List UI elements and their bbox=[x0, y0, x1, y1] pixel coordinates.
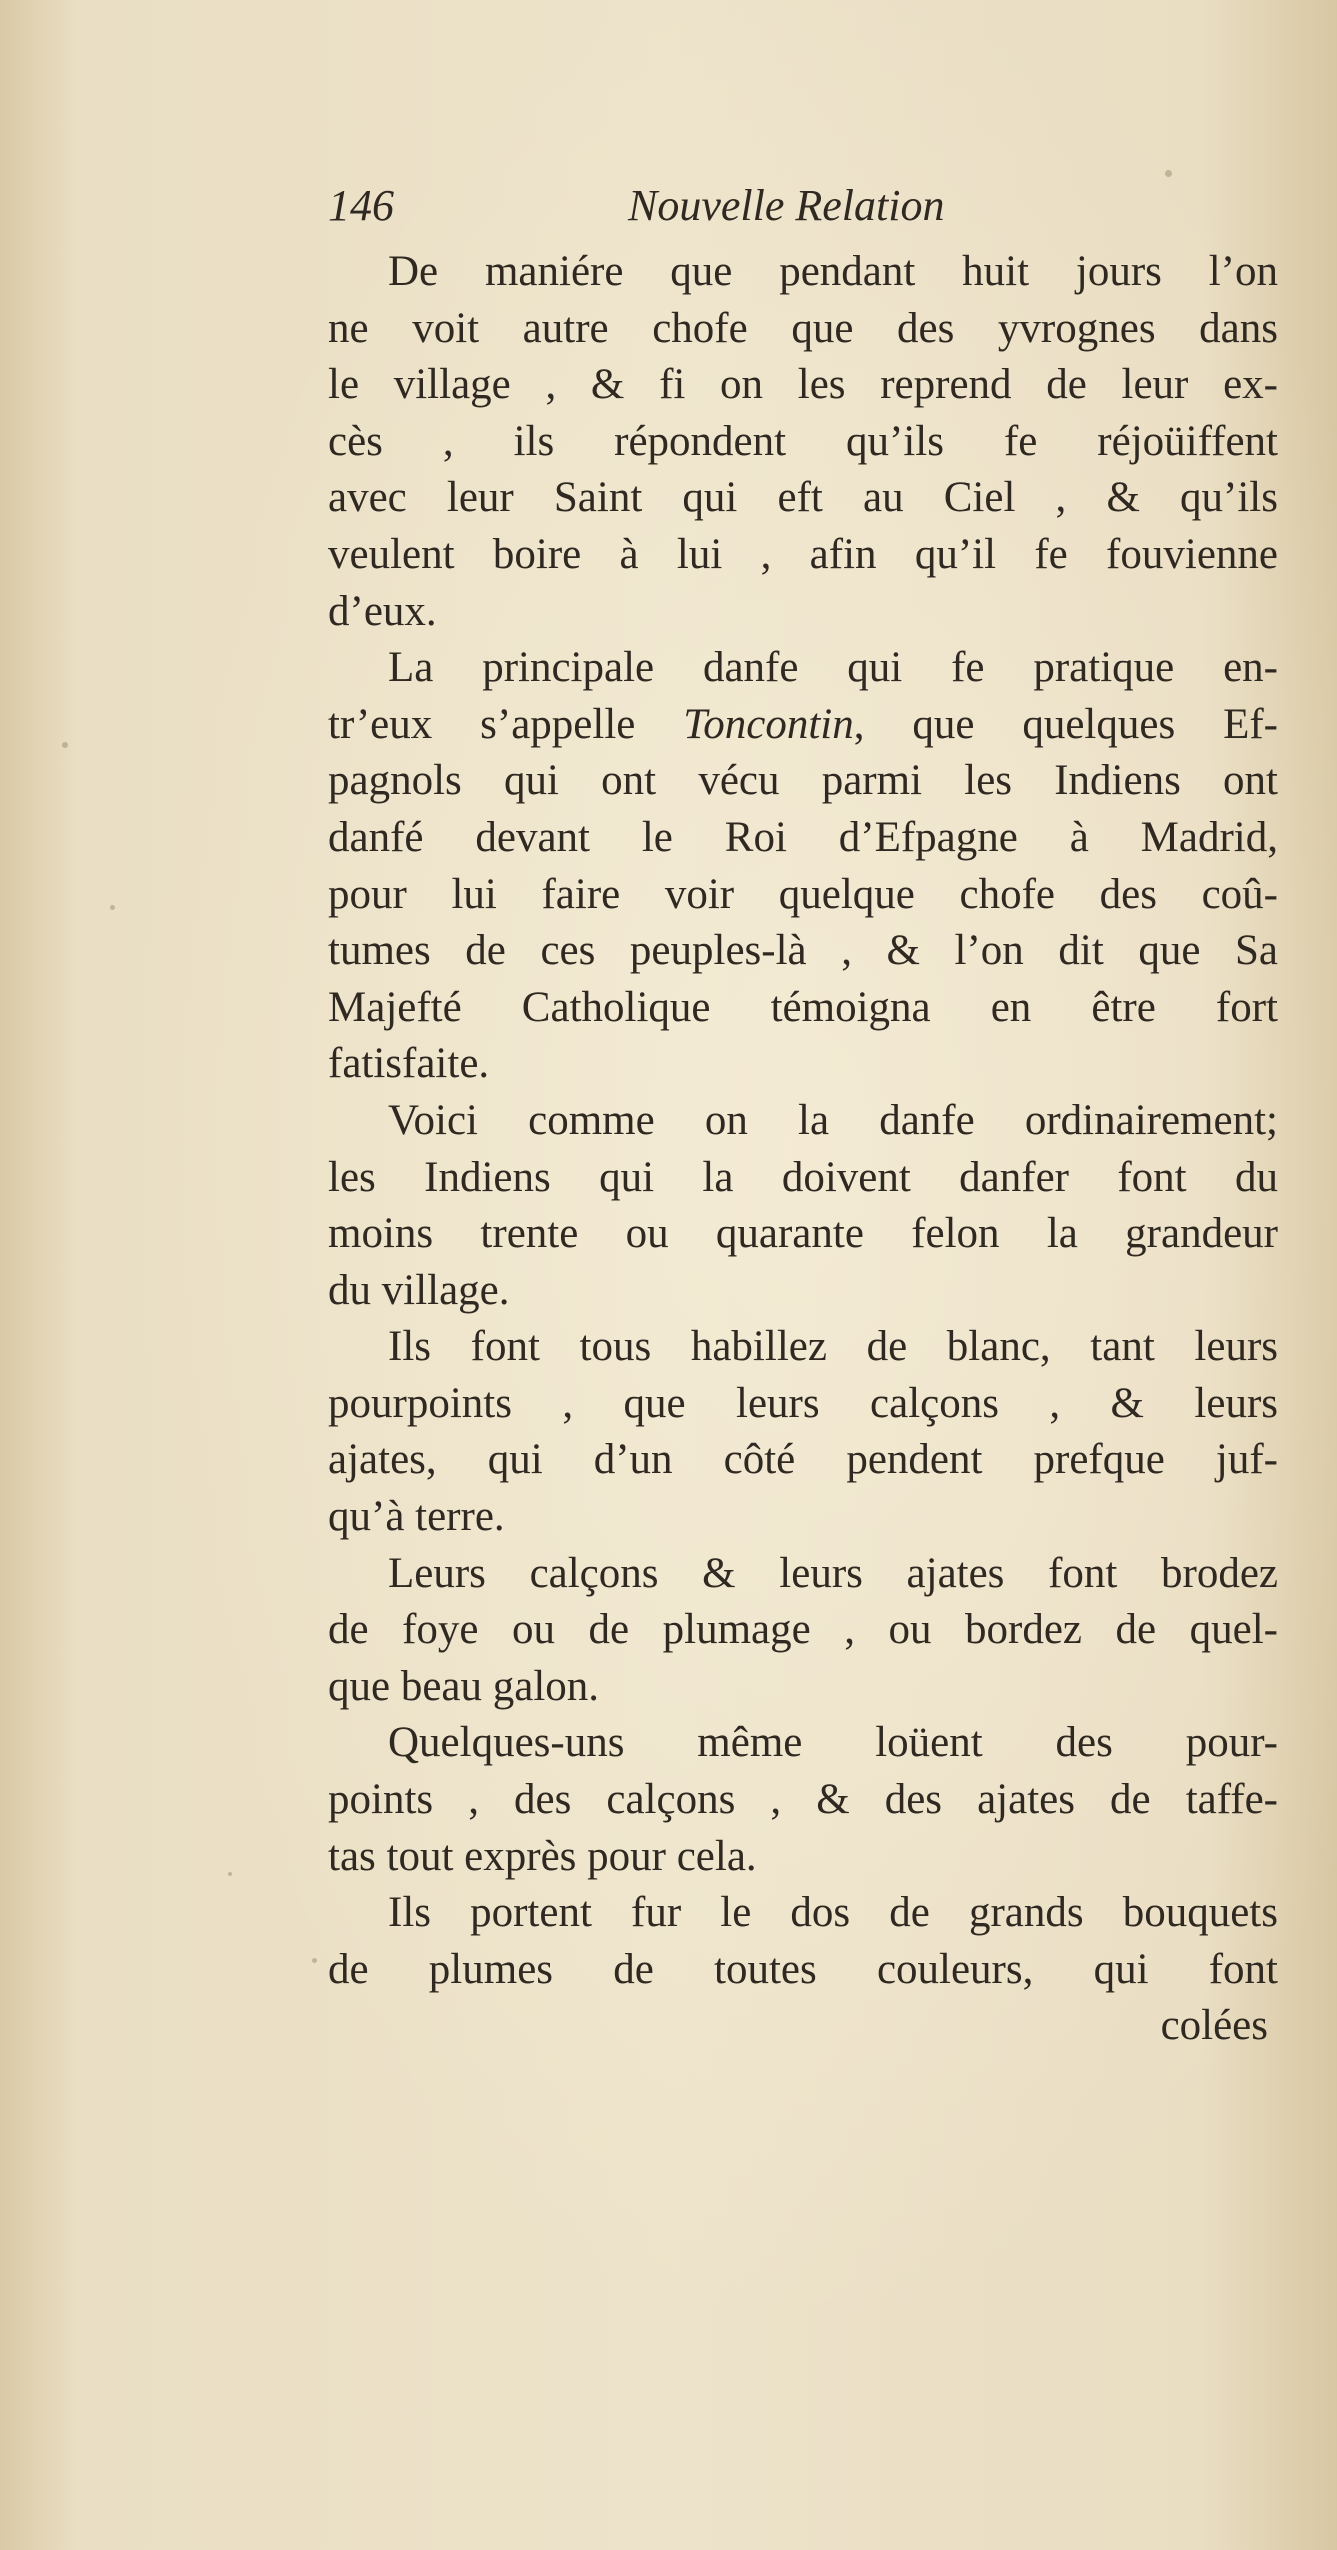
text-line: pagnols qui ont vécu parmi les Indiens ont bbox=[328, 757, 1278, 805]
text-line: veulent boire à lui , afin qu’il fe fouvienne bbox=[328, 530, 1278, 578]
text-line: de plumes de toutes couleurs, qui font bbox=[328, 1945, 1278, 1993]
text-line: les Indiens qui la doivent danfer font du bbox=[328, 1153, 1278, 1201]
text-line: ne voit autre chofe que des yvrognes dans bbox=[328, 304, 1278, 352]
text-line: Leurs calçons & leurs ajates font brodez bbox=[388, 1549, 1278, 1597]
text-line: moins trente ou quarante felon la grandeur bbox=[328, 1210, 1278, 1258]
text-line: ajates, qui d’un côté pendent prefque juf- bbox=[328, 1436, 1278, 1484]
text-line: tumes de ces peuples-là , & l’on dit que Sa bbox=[328, 927, 1278, 975]
paper-speck bbox=[1165, 170, 1172, 177]
paper-speck bbox=[312, 1958, 317, 1963]
text-line: du village. bbox=[328, 1266, 510, 1314]
dance-name: Toncontin bbox=[683, 700, 854, 748]
text-line: De maniére que pendant huit jours l’on bbox=[388, 248, 1278, 295]
text-line: avec leur Saint qui eft au Ciel , & qu’ils bbox=[328, 474, 1278, 522]
text-line: pourpoints , que leurs calçons , & leurs bbox=[328, 1379, 1278, 1427]
text-line: de foye ou de plumage , ou bordez de quel- bbox=[328, 1606, 1278, 1654]
page-header bbox=[328, 180, 1278, 244]
text-line: d’eux. bbox=[328, 587, 437, 635]
text-line: le village , & fi on les reprend de leur ex- bbox=[328, 361, 1278, 409]
text-line: Majefté Catholique témoigna en être fort bbox=[328, 983, 1278, 1031]
text-line: cès , ils répondent qu’ils fe réjoüiffent bbox=[328, 417, 1278, 465]
text-line bbox=[328, 697, 1278, 754]
text-line: fatisfaite. bbox=[328, 1040, 490, 1088]
text-line: Quelques-uns même loüent des pour- bbox=[388, 1719, 1278, 1767]
page-number: 146 bbox=[328, 181, 394, 230]
paper-speck bbox=[62, 742, 68, 748]
text-line: Voici comme on la danfe ordinairement; bbox=[388, 1096, 1278, 1144]
body-text bbox=[328, 244, 1278, 2055]
text-line: pour lui faire voir quelque chofe des coû- bbox=[328, 870, 1278, 918]
paper-speck bbox=[110, 905, 115, 910]
running-title: Nouvelle Relation bbox=[628, 181, 945, 230]
text-segment: tr’eux s’appelle bbox=[328, 700, 684, 748]
text-line: tas tout exprès pour cela. bbox=[328, 1832, 757, 1880]
text-line: Ils portent fur le dos de grands bouquets bbox=[388, 1889, 1278, 1937]
page-text bbox=[328, 180, 1278, 2055]
text-segment: , que quelques Ef- bbox=[853, 700, 1278, 748]
text-line: points , des calçons , & des ajates de taffe- bbox=[328, 1776, 1278, 1824]
text-line: La principale danfe qui fe pratique en- bbox=[388, 644, 1278, 692]
text-line: que beau galon. bbox=[328, 1662, 600, 1710]
catchword: colées bbox=[1160, 2002, 1268, 2050]
text-line: Ils font tous habillez de blanc, tant leurs bbox=[388, 1323, 1278, 1371]
text-line: danfé devant le Roi d’Efpagne à Madrid, bbox=[328, 813, 1278, 861]
text-line: qu’à terre. bbox=[328, 1493, 505, 1541]
paper-speck bbox=[228, 1872, 232, 1876]
